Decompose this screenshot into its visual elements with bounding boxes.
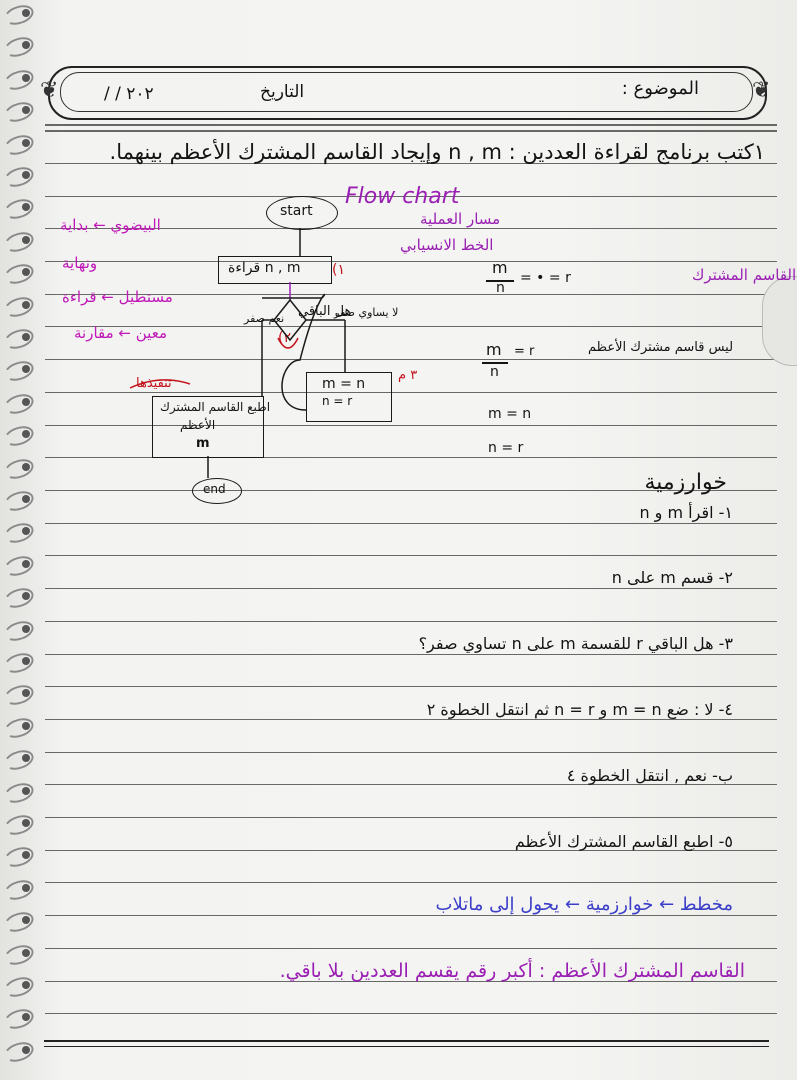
frac-numerator: m	[492, 258, 508, 277]
algorithm-step-3: ٣- هل الباقي r للقسمة m على n تساوي صفر؟	[418, 634, 733, 653]
frac2-equation: = r	[514, 344, 535, 359]
swap-number: ٣ م	[398, 368, 418, 383]
note-rect: مستطيل ← قراءة	[62, 288, 173, 306]
algorithm-step-2: ٢- قسم m على n	[611, 568, 733, 587]
remainder-label: القاسم المشترك	[692, 266, 797, 284]
swap-line2: n = r	[322, 394, 353, 408]
print-title: تنفيذها	[136, 376, 172, 391]
bottom-border	[44, 1040, 769, 1042]
read-box-label: n , m قراءة	[228, 260, 301, 276]
date-label: التاريخ	[260, 82, 305, 102]
frac2-denominator: n	[490, 364, 499, 380]
decision-no-label: لا يساوي صفر	[334, 306, 399, 319]
not-gcd-note: ليس قاسم مشترك الأعظم	[588, 340, 734, 355]
subject-label: الموضوع :	[621, 78, 699, 99]
frac-equation: = • = r	[520, 270, 571, 286]
algorithm-step-6: ٥- اطبع القاسم المشترك الأعظم	[514, 832, 733, 851]
note-diamond: معين ← مقارنة	[74, 324, 167, 342]
decision-number: (٢	[278, 330, 291, 346]
print-box-line3: m	[196, 436, 210, 451]
purple-definition-note: القاسم المشترك الأعظم : أكبر رقم يقسم العددين بلا باقي.	[279, 960, 745, 982]
frac-denominator: n	[496, 280, 505, 296]
frac2-numerator: m	[486, 340, 502, 359]
assign-m-n: m = n	[488, 406, 532, 422]
note-oval: البيضوي ← بداية	[60, 216, 161, 234]
algorithm-step-1: ١- اقرأ m و n	[639, 503, 733, 522]
algorithm-step-5: ب- نعم , انتقل الخطوة ٤	[566, 766, 733, 785]
start-label: start	[280, 203, 313, 219]
path-note-2: الخط الانسيابي	[400, 236, 494, 254]
bottom-border-inner	[44, 1046, 769, 1047]
read-box-number: (١	[332, 262, 345, 278]
print-box-line1: اطبع القاسم المشترك	[160, 400, 271, 414]
swap-line1: m = n	[322, 376, 366, 392]
left-ornament-icon: ❦	[40, 78, 59, 103]
end-label: end	[203, 482, 226, 496]
algorithm-step-4: ٤- لا : ضع m = n و n = r ثم انتقل الخطوة ٢	[426, 700, 733, 719]
blue-note: مخطط ← خوارزمية ← يحول إلى ماتلاب	[435, 894, 733, 915]
assign-n-r: n = r	[488, 440, 524, 456]
right-ornament-icon: ❦	[752, 78, 771, 103]
decision-yes-label: نعم صفر	[244, 312, 285, 325]
note-oval-2: ونهاية	[62, 254, 98, 272]
date-value: / / ٢٠٢	[104, 84, 154, 104]
print-box-line2: الأعظم	[180, 418, 216, 432]
decision-label: هل الباقي	[298, 304, 352, 319]
question-text: ١كتب برنامج لقراءة العددين : n , m وإيجاد القاسم المشترك الأعظم بينهما.	[109, 140, 765, 164]
path-note-1: مسار العملية	[420, 210, 501, 228]
flowchart-title: Flow chart	[345, 184, 460, 209]
algorithm-title: خوارزمية	[644, 470, 727, 495]
